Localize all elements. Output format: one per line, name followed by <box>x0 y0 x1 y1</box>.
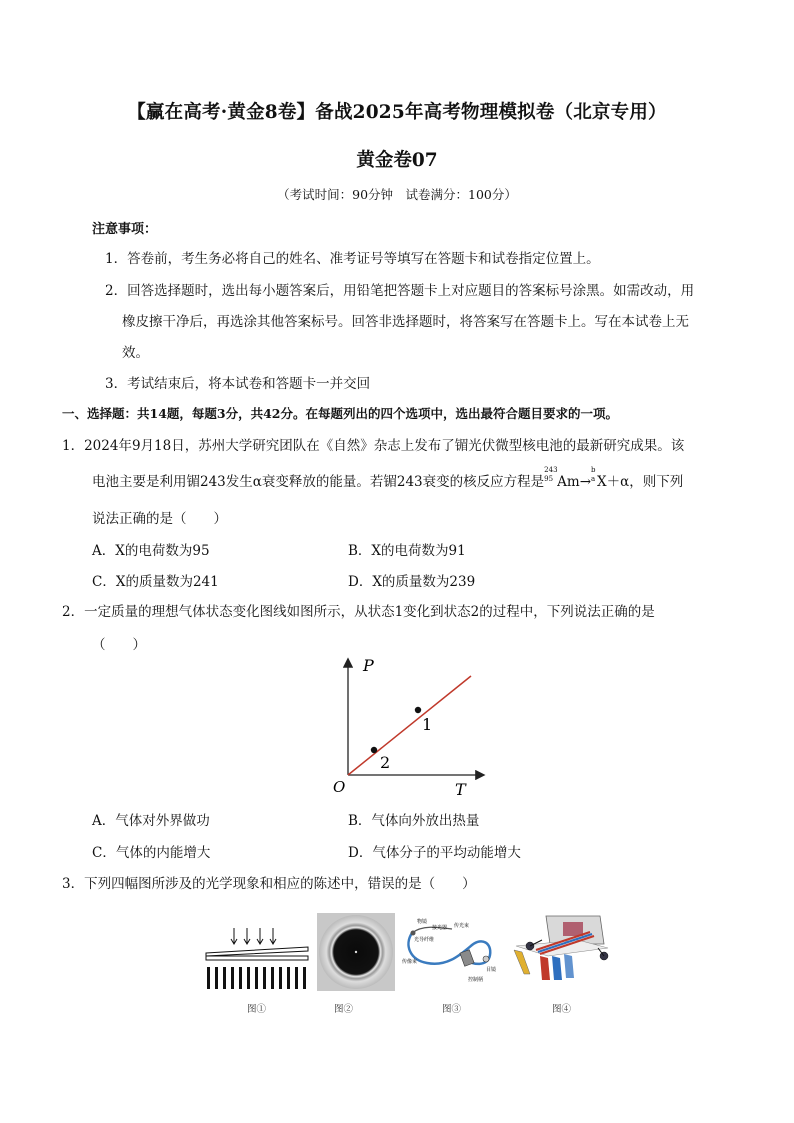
reaction-arrow: → <box>579 474 592 490</box>
note-item-2: 2．回答选择题时，选出每小题答案后，用铅笔把答题卡上对应题目的答案标号涂黑。如需改动，用 <box>105 283 695 299</box>
x-symbol: X＋α <box>597 474 630 490</box>
q1-line3: 说法正确的是（ ） <box>92 511 227 527</box>
figure-4-polarization-apparatus <box>508 910 616 990</box>
state-2-label: 2 <box>380 753 391 772</box>
figure-1-thin-film <box>202 925 312 990</box>
section-heading: 一、选择题：共14题，每题3分，共42分。在每题列出的四个选项中，选出最符合题目要求的一项。 <box>62 406 618 421</box>
state-1-label: 1 <box>422 715 433 734</box>
note-item-3: 3．考试结束后，将本试卷和答题卡一并交回 <box>105 376 371 392</box>
exam-info: （考试时间：90分钟 试卷满分：100分） <box>277 187 517 202</box>
figure-2-poisson-spot <box>317 913 395 991</box>
fig3-label-image-bundle: 传像束 <box>402 959 418 965</box>
figure-2-label: 图② <box>334 1004 354 1015</box>
fig3-label-objective: 物镜 <box>417 919 428 925</box>
am-symbol: Am <box>557 474 580 490</box>
paper-subtitle: 黄金卷07 <box>356 150 438 171</box>
isochore-line <box>348 676 471 775</box>
q1-option-c: C．X的质量数为241 <box>92 574 219 590</box>
note-item-2-cont: 橡皮擦干净后，再选涂其他答案标号。回答非选择题时，将答案写在答题卡上。写在本试卷上无 <box>122 314 689 330</box>
fig3-label-fiber: 光导纤维 <box>414 937 435 943</box>
note-item-2-end: 效。 <box>122 345 149 361</box>
page-title: 【赢在高考·黄金8卷】备战2025年高考物理模拟卷（北京专用） <box>127 102 667 123</box>
note-item-1: 1．答卷前，考生务必将自己的姓名、准考证号等填写在答题卡和试卷指定位置上。 <box>105 251 600 267</box>
fig3-label-handle: 控制柄 <box>468 977 484 983</box>
t-axis-label: T <box>455 780 466 799</box>
x-isotope <box>591 466 597 483</box>
q1-option-d: D．X的质量数为239 <box>348 574 476 590</box>
x-atomic-number: a <box>591 475 596 483</box>
state-1-point <box>415 707 421 713</box>
q1-option-b: B．X的电荷数为91 <box>348 543 466 559</box>
q2-option-c: C．气体的内能增大 <box>92 845 211 861</box>
q2-line2: （ ） <box>92 637 146 653</box>
figure-4-label: 图④ <box>552 1004 572 1015</box>
q2-option-d: D．气体分子的平均动能增大 <box>348 845 521 861</box>
figure-1-label: 图① <box>247 1004 267 1015</box>
q1-line2 <box>92 466 684 490</box>
fig3-label-light-bundle: 传光束 <box>454 923 470 929</box>
q2-option-a: A．气体对外界做功 <box>92 813 210 829</box>
figure-3-fiber-endoscope <box>402 915 502 990</box>
p-axis-label: P <box>363 656 374 675</box>
fig3-label-eyepiece: 目镜 <box>486 967 497 973</box>
q1-option-a: A．X的电荷数为95 <box>92 543 210 559</box>
q1-line2-post: ，则下列 <box>629 474 684 490</box>
q2-line1: 2．一定质量的理想气体状态变化图线如图所示，从状态1变化到状态2的过程中，下列说法正确的是 <box>62 604 655 620</box>
origin-label: O <box>333 778 346 796</box>
state-2-point <box>371 747 377 753</box>
q1-line1: 1．2024年9月18日，苏州大学研究团队在《自然》杂志上发布了镅光伏微型核电池的最新研究成果。该 <box>62 438 685 454</box>
notes-title: 注意事项： <box>92 222 158 237</box>
am-mass-number: 243 <box>544 466 558 474</box>
am-atomic-number: 95 <box>544 475 554 483</box>
pt-graph <box>325 655 490 800</box>
q2-option-b: B．气体向外放出热量 <box>348 813 480 829</box>
q3-line1: 3．下列四幅图所涉及的光学现象和相应的陈述中，错误的是（ ） <box>62 876 476 892</box>
q1-line2-pre: 电池主要是利用镅243发生α衰变释放的能量。若镅243衰变的核反应方程是 <box>92 474 545 490</box>
fig3-label-receiver: 接光器 <box>432 925 448 931</box>
x-mass-number: b <box>591 466 596 474</box>
figure-3-label: 图③ <box>442 1004 462 1015</box>
am-isotope <box>544 466 558 483</box>
